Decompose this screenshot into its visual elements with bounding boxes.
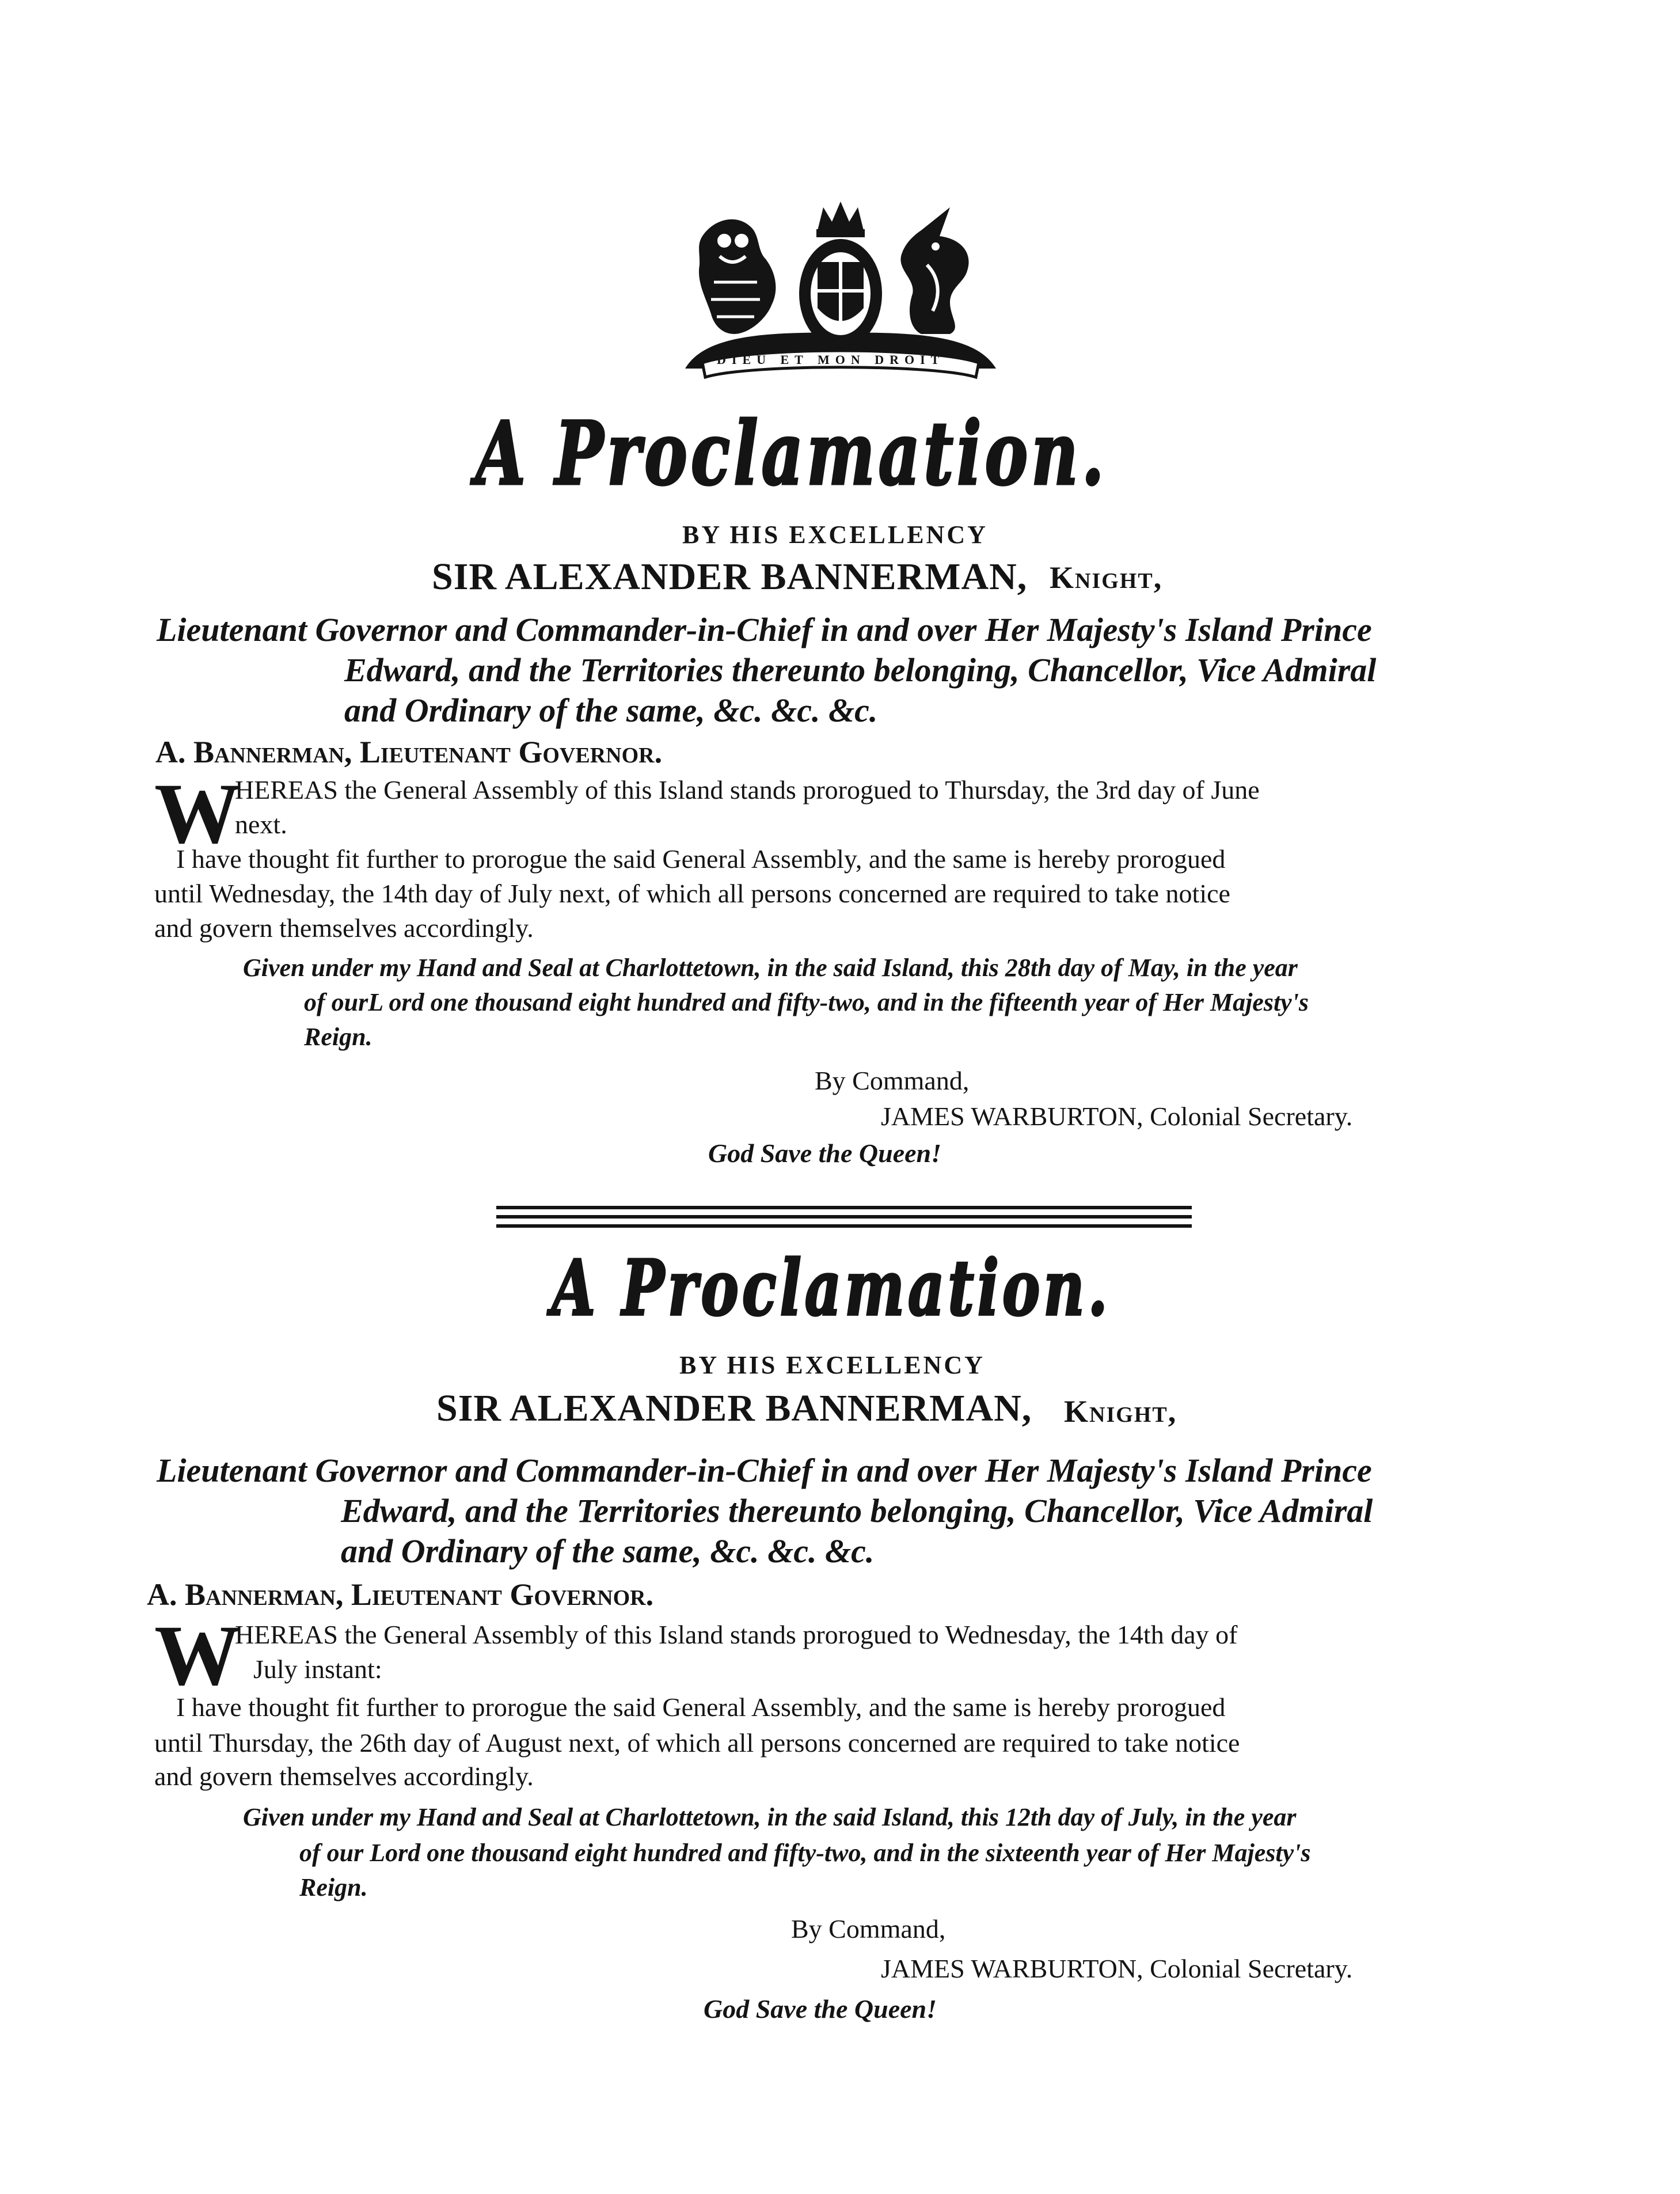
knight-title: Knight, (1050, 560, 1163, 595)
signature-line: A. Bannerman, Lieutenant Governor. (147, 1577, 654, 1612)
governor-name: SIR ALEXANDER BANNERMAN, (436, 1387, 1032, 1429)
whereas-line: HEREAS the General Assembly of this Island stands prorogued to Thursday, the 3rd day of June (235, 775, 1260, 804)
title-line: and Ordinary of the same, &c. &c. &c. (344, 692, 878, 729)
body-line: until Thursday, the 26th day of August next, of which all persons concerned are required to take notice (154, 1728, 1240, 1758)
whereas-line: July instant: (253, 1654, 382, 1684)
given-line: of ourL ord one thousand eight hundred and fifty-two, and in the fifteenth year of Her Majesty's (304, 988, 1309, 1016)
proclamation-heading: A Proclamation. (552, 1244, 1111, 1334)
body-line: and govern themselves accordingly. (154, 1762, 534, 1791)
by-his-excellency: BY HIS EXCELLENCY (679, 1351, 985, 1379)
body-line: I have thought fit further to prorogue the said General Assembly, and the same is hereby prorogued (176, 844, 1226, 874)
unicorn-icon (900, 207, 968, 334)
drop-cap: W (154, 1608, 241, 1703)
title-line: Lieutenant Governor and Commander-in-Chief in and over Her Majesty's Island Prince (157, 1452, 1372, 1489)
whereas-line: next. (235, 810, 287, 839)
title-line: Lieutenant Governor and Commander-in-Chief in and over Her Majesty's Island Prince (157, 611, 1372, 648)
signature-line: A. Bannerman, Lieutenant Governor. (155, 735, 663, 769)
god-save-the-queen: God Save the Queen! (708, 1138, 942, 1168)
title-line: Edward, and the Territories thereunto belonging, Chancellor, Vice Admiral (344, 651, 1377, 689)
crest-motto: DIEU ET MON DROIT (717, 352, 945, 367)
by-his-excellency: BY HIS EXCELLENCY (682, 521, 988, 549)
separator-rule (496, 1215, 1192, 1219)
given-line: Given under my Hand and Seal at Charlottetown, in the said Island, this 12th day of July, in the year (243, 1803, 1297, 1831)
colonial-secretary: JAMES WARBURTON, Colonial Secretary. (881, 1102, 1353, 1131)
given-line: Given under my Hand and Seal at Charlottetown, in the said Island, this 28th day of May, in the year (243, 954, 1298, 982)
title-line: and Ordinary of the same, &c. &c. &c. (341, 1532, 875, 1570)
title-line: Edward, and the Territories thereunto belonging, Chancellor, Vice Admiral (341, 1492, 1373, 1529)
given-line: Reign. (304, 1023, 373, 1051)
colonial-secretary: JAMES WARBURTON, Colonial Secretary. (881, 1954, 1353, 1983)
whereas-line: HEREAS the General Assembly of this Island stands prorogued to Wednesday, the 14th day of (235, 1620, 1238, 1649)
separator-rule (496, 1206, 1192, 1209)
governor-name: SIR ALEXANDER BANNERMAN, (432, 556, 1028, 598)
given-line: of our Lord one thousand eight hundred and fifty-two, and in the sixteenth year of Her Majesty's (299, 1839, 1311, 1867)
body-line: and govern themselves accordingly. (154, 913, 534, 943)
drop-cap: W (154, 766, 241, 861)
proclamation-heading: A Proclamation. (476, 403, 1108, 505)
separator-rule (496, 1224, 1192, 1228)
body-line: I have thought fit further to prorogue the said General Assembly, and the same is hereby prorogued (176, 1692, 1226, 1722)
knight-title: Knight, (1064, 1394, 1177, 1429)
god-save-the-queen: God Save the Queen! (704, 1994, 937, 2024)
body-line: until Wednesday, the 14th day of July next, of which all persons concerned are required to take notice (154, 879, 1230, 908)
by-command: By Command, (791, 1914, 946, 1944)
by-command: By Command, (815, 1066, 970, 1095)
crown-icon (818, 202, 864, 230)
given-line: Reign. (299, 1873, 368, 1901)
